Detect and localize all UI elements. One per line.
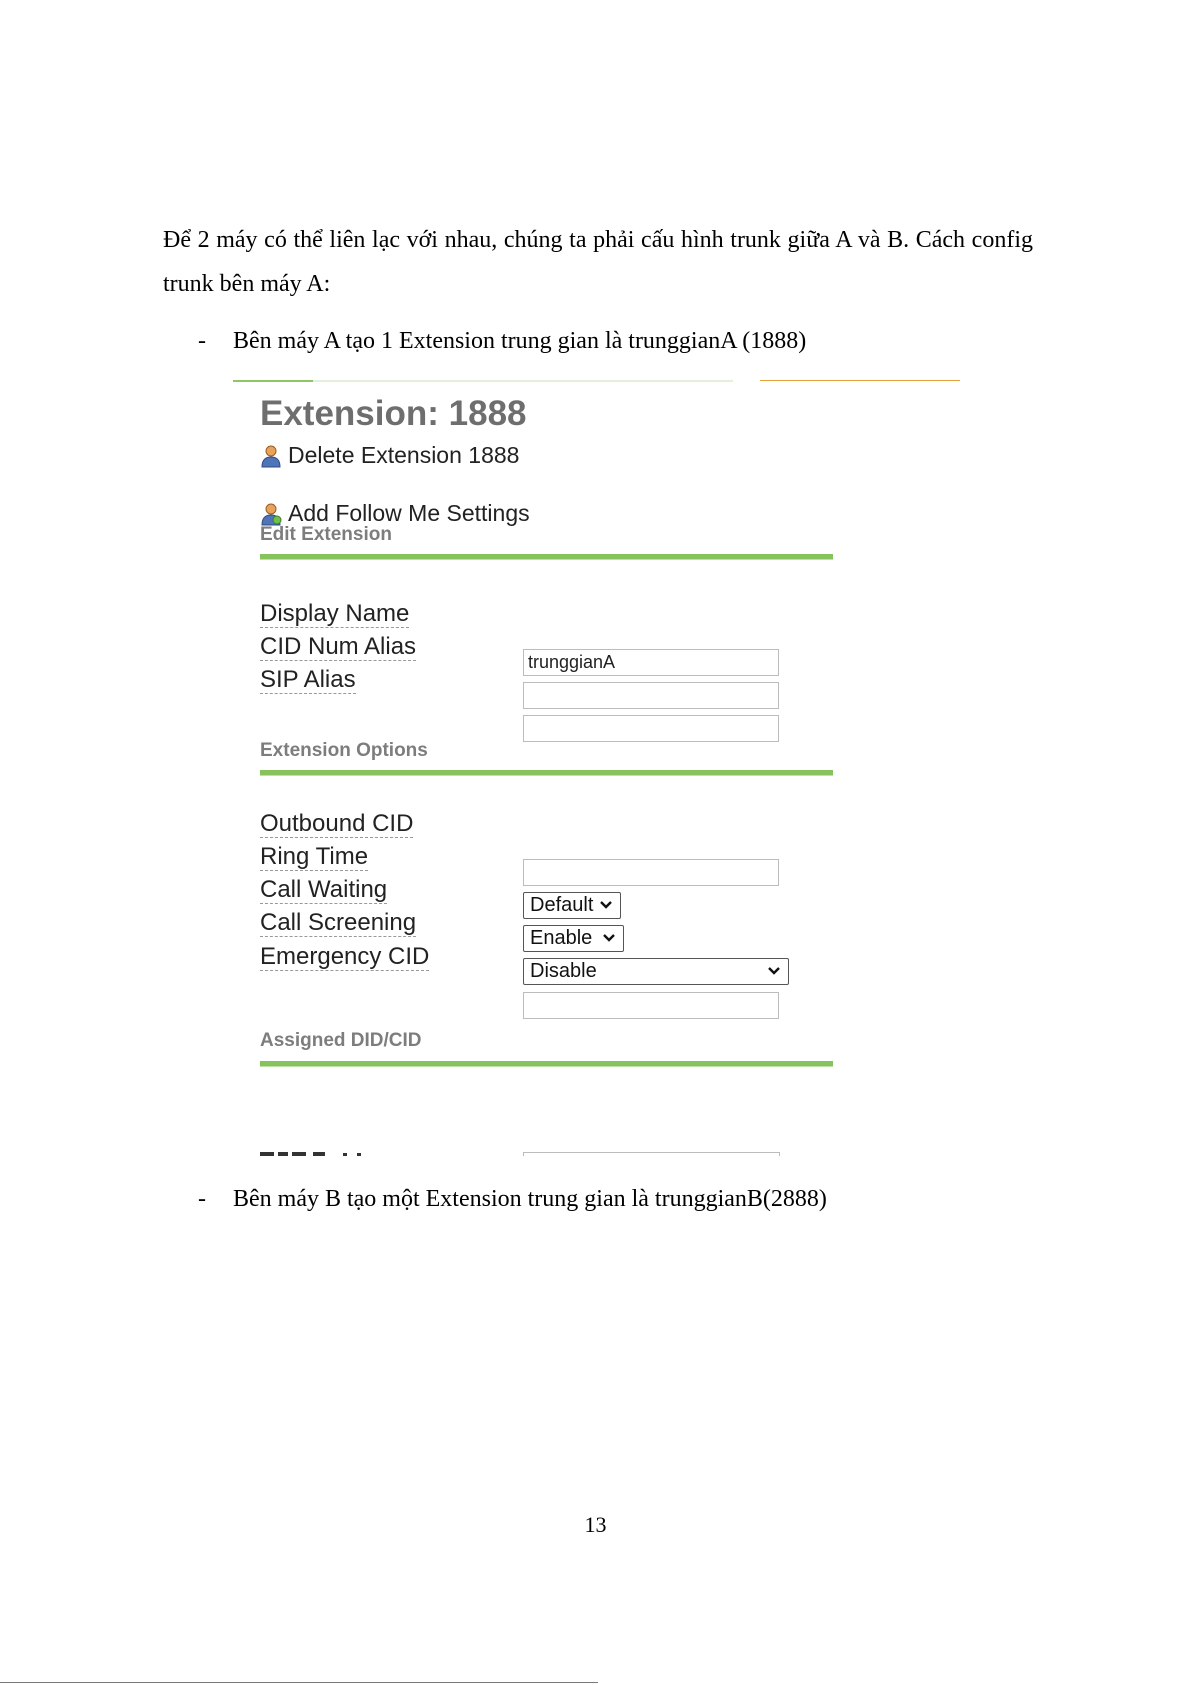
sip-alias-label: SIP Alias: [260, 666, 356, 693]
outbound-cid-label: Outbound CID: [260, 810, 414, 837]
call-screening-select[interactable]: [523, 958, 789, 985]
delete-extension-label: Delete Extension 1888: [288, 442, 520, 468]
ring-time-label: Ring Time: [260, 843, 369, 870]
call-waiting-value: Enable: [530, 927, 593, 949]
chevron-down-icon: [766, 962, 782, 980]
emergency-cid-input[interactable]: [523, 992, 779, 1019]
bullet-text: Bên máy A tạo 1 Extension trung gian là trunggianA (1888): [233, 328, 807, 354]
section-divider: [260, 1061, 833, 1067]
top-divider: [760, 380, 960, 381]
call-screening-value: Disable: [530, 960, 597, 982]
footer-rule: [0, 1682, 598, 1683]
chevron-down-icon: [598, 896, 614, 914]
call-waiting-label: Call Waiting: [260, 876, 388, 903]
extension-screenshot: [233, 376, 963, 1156]
page-number: 13: [584, 1512, 607, 1537]
delete-extension-link[interactable]: [260, 442, 519, 469]
call-waiting-select[interactable]: [523, 925, 624, 952]
cid-num-alias-label: CID Num Alias: [260, 633, 417, 660]
ring-time-select[interactable]: [523, 892, 621, 919]
bullet-text: Bên máy B tạo một Extension trung gian là trunggianB(2888): [233, 1186, 827, 1212]
page-title: Extension: 1888: [260, 394, 527, 433]
outbound-cid-input[interactable]: [523, 859, 779, 886]
section-divider: [260, 554, 833, 560]
user-icon: [260, 444, 282, 468]
user-icon: [260, 502, 282, 526]
sip-alias-input[interactable]: [523, 715, 779, 742]
section-heading: Assigned DID/CID: [260, 1030, 422, 1051]
cropped-row: [233, 1150, 793, 1156]
ring-time-value: Default: [530, 894, 594, 916]
intro-paragraph: Để 2 máy có thể liên lạc với nhau, chúng ta phải cấu hình trunk giữa A và B. Cách config trunk bên máy A:: [163, 227, 1033, 297]
bullet-marker: -: [198, 328, 206, 354]
section-heading: Edit Extension: [260, 524, 392, 545]
section-heading: Extension Options: [260, 740, 428, 761]
display-name-input[interactable]: trunggianA: [523, 649, 779, 676]
display-name-label: Display Name: [260, 600, 410, 627]
section-divider: [260, 770, 833, 776]
top-divider: [233, 380, 313, 382]
add-follow-me-link[interactable]: [260, 500, 530, 527]
chevron-down-icon: [601, 929, 617, 947]
bullet-marker: -: [198, 1186, 206, 1212]
cid-num-alias-input[interactable]: [523, 682, 779, 709]
top-divider: [313, 380, 733, 382]
emergency-cid-label: Emergency CID: [260, 943, 430, 970]
call-screening-label: Call Screening: [260, 909, 417, 936]
add-follow-me-label: Add Follow Me Settings: [288, 500, 530, 526]
